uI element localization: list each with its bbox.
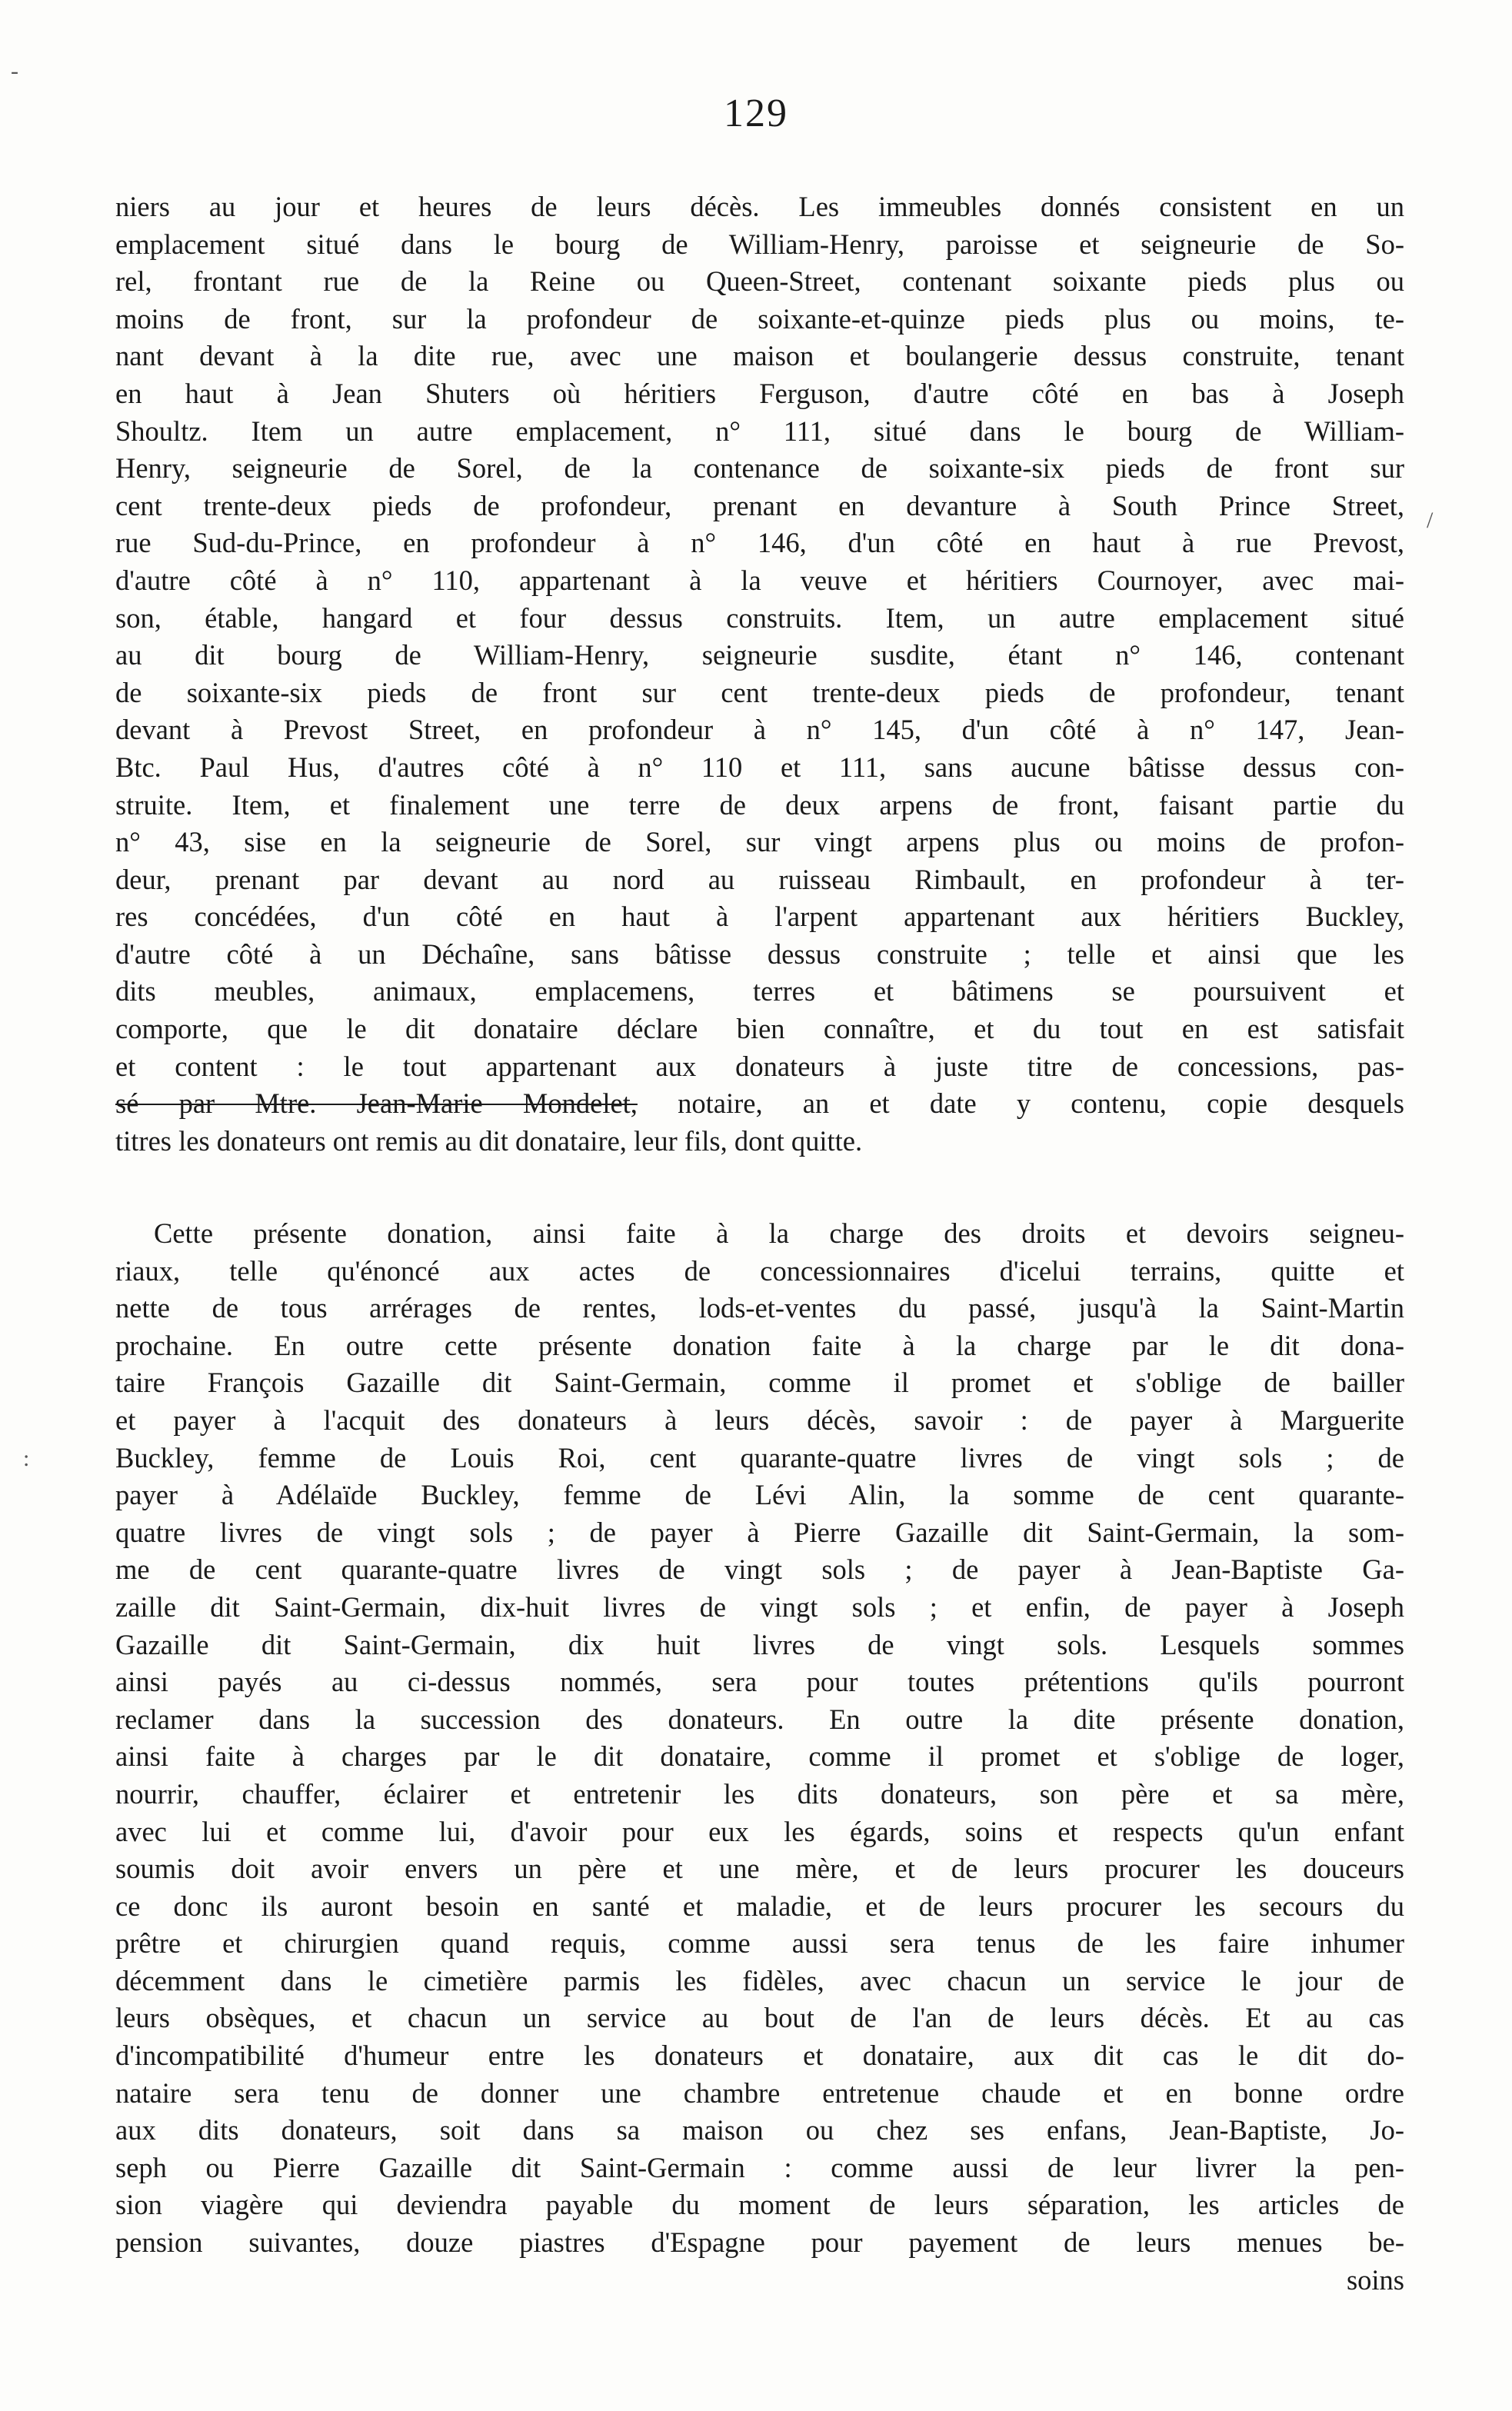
struck-line bbox=[115, 1085, 1404, 1123]
text-line: en haut à Jean Shuters où héritiers Ferguson, d'autre côté en bas à Joseph bbox=[115, 377, 1404, 409]
text-line: quatre livres de vingt sols ; de payer à Pierre Gazaille dit Saint-Germain, la som- bbox=[115, 1516, 1404, 1548]
text-line: nette de tous arrérages de rentes, lods-et-ventes du passé, jusqu'à la Saint-Martin bbox=[115, 1292, 1404, 1324]
text-line: zaille dit Saint-Germain, dix-huit livres de vingt sols ; et enfin, de payer à Joseph bbox=[115, 1590, 1404, 1623]
text-line: reclamer dans la succession des donateurs. En outre la dite présente donation, bbox=[115, 1703, 1404, 1735]
margin-mark-left: : bbox=[23, 1446, 30, 1471]
text-line: d'autre côté à n° 110, appartenant à la veuve et héritiers Cournoyer, avec mai- bbox=[115, 564, 1404, 596]
text-line: seph ou Pierre Gazaille dit Saint-Germain : comme aussi de leur livrer la pen- bbox=[115, 2151, 1404, 2183]
text-line: devant à Prevost Street, en profondeur à n° 145, d'un côté à n° 147, Jean- bbox=[115, 714, 1404, 746]
text-line: pension suivantes, douze piastres d'Espagne pour payement de leurs menues be- bbox=[115, 2226, 1404, 2259]
paragraph-2 bbox=[115, 1215, 1404, 2299]
text-line: son, étable, hangard et four dessus construits. Item, un autre emplacement situé bbox=[115, 601, 1404, 634]
text-line: n° 43, sise en la seigneurie de Sorel, sur vingt arpens plus ou moins de profon- bbox=[115, 826, 1404, 858]
text-line: me de cent quarante-quatre livres de vingt sols ; de payer à Jean-Baptiste Ga- bbox=[115, 1553, 1404, 1586]
text-line: Gazaille dit Saint-Germain, dix huit livres de vingt sols. Lesquels sommes bbox=[115, 1628, 1404, 1660]
text-line: dits meubles, animaux, emplacemens, terres et bâtimens se poursuivent et bbox=[115, 975, 1404, 1007]
text-line: taire François Gazaille dit Saint-Germain, comme il promet et s'oblige de bailler bbox=[115, 1367, 1404, 1399]
text-line: au dit bourg de William-Henry, seigneurie susdite, étant n° 146, contenant bbox=[115, 639, 1404, 671]
text-line: leurs obsèques, et chacun un service au bout de l'an de leurs décès. Et au cas bbox=[115, 2002, 1404, 2034]
text-line: Cette présente donation, ainsi faite à la charge des droits et devoirs seigneu- bbox=[154, 1217, 1404, 1249]
text-line: sion viagère qui deviendra payable du moment de leurs séparation, les articles de bbox=[115, 2189, 1404, 2221]
text-line: Henry, seigneurie de Sorel, de la contenance de soixante-six pieds de front sur bbox=[115, 452, 1404, 485]
text-line: nourrir, chauffer, éclairer et entretenir les dits donateurs, son père et sa mère, bbox=[115, 1777, 1404, 1810]
paragraph-1 bbox=[115, 188, 1404, 1160]
text-line: payer à Adélaïde Buckley, femme de Lévi Alin, la somme de cent quarante- bbox=[115, 1479, 1404, 1511]
text-line: prochaine. En outre cette présente donation faite à la charge par le dit dona- bbox=[115, 1329, 1404, 1361]
text-line: Shoultz. Item un autre emplacement, n° 111, situé dans le bourg de William- bbox=[115, 415, 1404, 447]
text-line: riaux, telle qu'énoncé aux actes de concessionnaires d'icelui terrains, quitte et bbox=[115, 1254, 1404, 1287]
text-line: avec lui et comme lui, d'avoir pour eux les égards, soins et respects qu'un enfant bbox=[115, 1815, 1404, 1847]
text-line: niers au jour et heures de leurs décès. Les immeubles donnés consistent en un bbox=[115, 191, 1404, 222]
text-line: res concédées, d'un côté en haut à l'arpent appartenant aux héritiers Buckley, bbox=[115, 901, 1404, 933]
text-line: rue Sud-du-Prince, en profondeur à n° 146, d'un côté en haut à rue Prevost, bbox=[115, 527, 1404, 559]
text-line: deur, prenant par devant au nord au ruisseau Rimbault, en profondeur à ter- bbox=[115, 863, 1404, 895]
catchword: soins bbox=[1346, 2263, 1404, 2296]
margin-mark-top: - bbox=[11, 58, 18, 84]
struck-text: sé par Mtre. Jean-Marie Mondelet, bbox=[115, 1087, 638, 1120]
text-line: moins de front, sur la profondeur de soixante-et-quinze pieds plus ou moins, te- bbox=[115, 302, 1404, 335]
text-line: prêtre et chirurgien quand requis, comme aussi sera tenus de les faire inhumer bbox=[115, 1927, 1404, 1960]
text-line: aux dits donateurs, soit dans sa maison ou chez ses enfans, Jean-Baptiste, Jo- bbox=[115, 2114, 1404, 2146]
margin-mark-right: / bbox=[1427, 508, 1434, 533]
text-line: comporte, que le dit donataire déclare bien connaître, et du tout en est satisfait bbox=[115, 1013, 1404, 1045]
text-line: emplacement situé dans le bourg de William-Henry, paroisse et seigneurie de So- bbox=[115, 228, 1404, 260]
text-line: d'incompatibilité d'humeur entre les donateurs et donataire, aux dit cas le dit do- bbox=[115, 2040, 1404, 2072]
struck-line-rest: notaire, an et date y contenu, copie desquels bbox=[637, 1087, 1404, 1120]
text-line: cent trente-deux pieds de profondeur, prenant en devanture à South Prince Street, bbox=[115, 489, 1404, 521]
text-line: Buckley, femme de Louis Roi, cent quarante-quatre livres de vingt sols ; de bbox=[115, 1441, 1404, 1474]
text-line: de soixante-six pieds de front sur cent trente-deux pieds de profondeur, tenant bbox=[115, 676, 1404, 708]
text-line: nant devant à la dite rue, avec une maison et boulangerie dessus construite, tenant bbox=[115, 340, 1404, 372]
text-line: soumis doit avoir envers un père et une mère, et de leurs procurer les douceurs bbox=[115, 1853, 1404, 1885]
text-line: et payer à l'acquit des donateurs à leurs décès, savoir : de payer à Marguerite bbox=[115, 1404, 1404, 1436]
page-number: 129 bbox=[724, 92, 788, 135]
text-line: nataire sera tenu de donner une chambre entretenue chaude et en bonne ordre bbox=[115, 2076, 1404, 2109]
text-line: d'autre côté à un Déchaîne, sans bâtisse dessus construite ; telle et ainsi que les bbox=[115, 937, 1404, 970]
text-line: ainsi faite à charges par le dit donataire, comme il promet et s'oblige de loger, bbox=[115, 1740, 1404, 1773]
text-line: Btc. Paul Hus, d'autres côté à n° 110 et 111, sans aucune bâtisse dessus con- bbox=[115, 751, 1404, 783]
text-line: décemment dans le cimetière parmis les fidèles, avec chacun un service le jour de bbox=[115, 1964, 1404, 1996]
text-line: struite. Item, et finalement une terre de deux arpens de front, faisant partie du bbox=[115, 788, 1404, 821]
text-line: titres les donateurs ont remis au dit donataire, leur fils, dont quitte. bbox=[115, 1124, 863, 1157]
text-line: et content : le tout appartenant aux donateurs à juste titre de concessions, pas- bbox=[115, 1050, 1404, 1082]
text-line: rel, frontant rue de la Reine ou Queen-Street, contenant soixante pieds plus ou bbox=[115, 265, 1404, 298]
text-line: ainsi payés au ci-dessus nommés, sera pour toutes prétentions qu'ils pourront bbox=[115, 1666, 1404, 1698]
text-line: ce donc ils auront besoin en santé et maladie, et de leurs procurer les secours du bbox=[115, 1890, 1404, 1922]
